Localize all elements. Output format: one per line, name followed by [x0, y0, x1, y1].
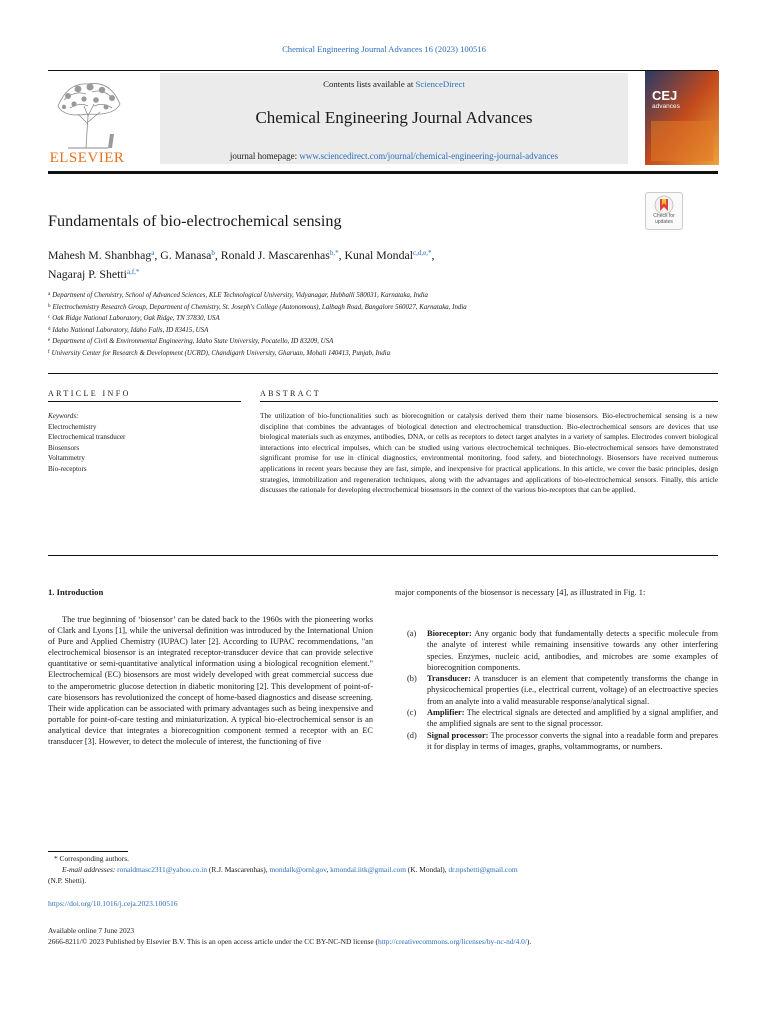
license-suffix: ).	[526, 937, 532, 946]
affiliation-text: Department of Chemistry, School of Advanced Sciences, KLE Technological University, Vidyanagar, Hubballi 580031, Karnataka, India	[52, 292, 428, 299]
affiliation-text: Idaho National Laboratory, Idaho Falls, ID 83415, USA	[52, 326, 209, 334]
article-info-top-rule	[48, 373, 718, 374]
email-link[interactable]: dr.npshetti@gmail.com	[448, 865, 518, 874]
list-item-text: The electrical signals are detected and amplified by a signal amplifier, and the amplified signals are sent to the signal processor.	[427, 708, 718, 729]
license-prefix: 2666-8211/© 2023 Published by Elsevier B.V. This is an open access article under the CC BY-NC-ND license (	[48, 937, 378, 946]
email-link[interactable]: kmondal.iitk@gmail.com	[330, 865, 406, 874]
elsevier-tree-logo	[48, 76, 128, 150]
affiliation	[48, 336, 718, 348]
affiliation-text: Oak Ridge National Laboratory, Oak Ridge, TN 37830, USA	[52, 315, 220, 323]
journal-cover-image[interactable]	[645, 71, 719, 165]
abstract-heading: ABSTRACT	[260, 389, 321, 398]
email-link[interactable]: mondalk@ornl.gov	[269, 865, 327, 874]
article-info-rule	[48, 401, 241, 402]
doi-link[interactable]: https://doi.org/10.1016/j.ceja.2023.100516	[48, 899, 178, 908]
affiliation-key: c	[48, 315, 51, 321]
availability-block	[48, 925, 738, 947]
email-owner: (R.J. Mascarenhas),	[207, 865, 270, 874]
author-name[interactable]: Mahesh M. Shanbhag	[48, 248, 152, 262]
affiliation-list	[48, 290, 718, 360]
check-for-updates-label: Check for updates	[653, 213, 675, 225]
keyword: Voltammetry	[48, 454, 85, 463]
right-column-intro: major components of the biosensor is necessary [4], as illustrated in Fig. 1:	[395, 588, 646, 597]
list-item	[407, 730, 718, 753]
list-item-term: Bioreceptor:	[427, 629, 472, 638]
license-line	[48, 936, 738, 947]
list-item-term: Amplifier:	[427, 708, 465, 718]
email-link[interactable]: ronaldmasc2311@yahoo.co.in	[117, 865, 208, 874]
author-affiliation-marker[interactable]: c,d,e,*	[412, 249, 432, 257]
author-affiliation-marker[interactable]: a,f,*	[126, 268, 140, 276]
email-tail: (N.P. Shetti).	[48, 876, 87, 885]
author-name[interactable]: Nagaraj P. Shetti	[48, 267, 127, 281]
affiliation-text: Electrochemistry Research Group, Department of Chemistry, St. Joseph's College (Autonomous), Lalbagh Road, Bangalore 560027, Karnataka, India	[52, 303, 467, 311]
email-line	[48, 864, 718, 875]
journal-title: Chemical Engineering Journal Advances	[255, 108, 533, 127]
list-item-label: (d)	[407, 730, 417, 740]
list-item-text: Any organic body that fundamentally detects a specific molecule from the analyte of interest while remaining insensitive towards any other interfering species. Enzymes, nucleic acid, antibodies, and microbes are some examples of biorecognition components.	[427, 629, 718, 672]
abstract-bottom-rule	[48, 555, 718, 556]
running-head[interactable]: Chemical Engineering Journal Advances 16 (2023) 100516	[282, 44, 486, 54]
affiliation	[48, 325, 718, 337]
affiliation-text: Department of Civil & Environmental Engineering, Idaho State University, Pocatello, ID 83209, USA	[52, 338, 334, 346]
keyword: Biosensors	[48, 443, 80, 452]
keywords-label: Keywords:	[48, 412, 79, 420]
author-affiliation-marker[interactable]: a	[151, 249, 155, 257]
author-affiliation-marker[interactable]: b	[211, 249, 215, 257]
affiliation-key: b	[48, 303, 51, 309]
bookmark-icon	[654, 195, 674, 215]
cover-title: CEJ	[652, 88, 678, 103]
footnote-rule	[48, 851, 128, 852]
keyword: Electrochemistry	[48, 422, 97, 431]
abstract-text: The utilization of bio-functionalities such as biorecognition or catalysis derived them their name biosensors. Bio-electrochemical sensing is a new discipline that combines the advantages of biological detection and electrochemical transduction. Bio-electrochemical sensors are devices that use biological materials such as enzymes, antibodies, DNA, or cells as receptors to detect target analytes in a variety of samples. Electrodes convert biological interactions into electrical impulses, which can be studied using various electrochemical techniques. Bio-electrochemical sensors have demonstrated significant promise for use in clinical diagnostics, environmental monitoring, food safety, and biotechnology. Biosensors have received numerous applications in recent years because they are fast, simple, and inexpensive for practical applications. In this article, we cover the basic principles, design strategies, immobilization and regeneration techniques, along with the advantages and applications of bio-electrochemical sensors. Finally, this article discusses the rationale for developing electrochemical biosensors in the context of the various bio-receptors that can be applied.	[260, 411, 718, 495]
section-heading-introduction: 1. Introduction	[48, 587, 104, 597]
list-item-label: (b)	[407, 674, 417, 684]
component-list	[407, 628, 718, 752]
available-online: Available online 7 June 2023	[48, 926, 135, 935]
license-link[interactable]: http://creativecommons.org/licenses/by-nc-nd/4.0/	[378, 937, 527, 946]
sciencedirect-link[interactable]: ScienceDirect	[415, 79, 465, 89]
affiliation	[48, 290, 718, 302]
homepage-prefix: journal homepage:	[229, 151, 300, 161]
email-owner: ,	[326, 865, 331, 874]
affiliation-key: f	[48, 349, 50, 355]
affiliation	[48, 348, 718, 360]
affiliation-key: e	[48, 338, 51, 344]
journal-homepage	[160, 151, 628, 161]
abstract-rule	[260, 401, 718, 402]
list-item-label: (c)	[407, 708, 417, 718]
author-name[interactable]: Ronald J. Mascarenhas	[220, 248, 330, 262]
keyword: Electrochemical transducer	[48, 433, 126, 442]
article-info-heading: ARTICLE INFO	[48, 389, 131, 398]
email-label: E-mail addresses:	[62, 865, 118, 874]
author-list: Mahesh M. Shanbhag$^a$, G. Manasa$^b$, Ronald J. Mascarenhas$^{b,*}$, Kunal Mondal$^{c,d,e,*}$, Nagaraj P. Shetti$^{a,f,*}$	[48, 248, 435, 281]
list-item	[407, 628, 718, 673]
masthead-bottom-rule	[48, 171, 718, 174]
intro-paragraph	[48, 614, 373, 747]
contents-line	[160, 79, 628, 89]
elsevier-wordmark: ELSEVIER	[49, 150, 125, 166]
footnotes	[48, 853, 718, 886]
affiliation-key: a	[48, 292, 51, 297]
affiliation-key: d	[48, 326, 51, 332]
affiliation	[48, 302, 718, 314]
article-title: Fundamentals of bio-electrochemical sensing	[48, 212, 342, 230]
author-name[interactable]: Kunal Mondal	[344, 248, 413, 262]
affiliation	[48, 313, 718, 325]
corresponding-note: * Corresponding authors.	[54, 854, 129, 863]
list-item	[407, 673, 718, 707]
author-name[interactable]: G. Manasa	[160, 248, 212, 262]
contents-prefix: Contents lists available at	[323, 79, 416, 89]
email-owner: (K. Mondal),	[405, 865, 449, 874]
author-affiliation-marker[interactable]: b,*	[329, 249, 339, 257]
keyword: Bio-receptors	[48, 464, 87, 473]
list-item-term: Signal processor:	[427, 730, 489, 740]
keywords-block	[48, 411, 125, 475]
list-item-label: (a)	[407, 629, 417, 638]
list-item	[407, 707, 718, 730]
list-item-text: A transducer is an element that competently transforms the change in physicochemical properties (i.e., electrical current, voltage) of an electroactive species from an analyte into a valid measurable response/analytical signal.	[427, 674, 718, 706]
list-item-text: The processor converts the signal into a readable form and prepares it for display in terms of images, graphs, voltammograms, or numbers.	[427, 730, 718, 751]
list-item-term: Transducer:	[427, 674, 471, 684]
affiliation-text: University Center for Research & Development (UCRD), Chandigarh University, Gharuan, Mohali 140413, Punjab, India	[51, 349, 391, 357]
cover-subtitle: advances	[652, 103, 680, 110]
masthead-top-rule	[48, 70, 718, 71]
intro-paragraph-text: The true beginning of ‘biosensor’ can be dated back to the 1960s with the pioneering works of Clark and Lyons [1], while the universal definition was introduced by the International Union of Pure and Applied Chemistry (IUPAC) later [2]. According to IUPAC recommendations, "an electrochemical biosensor is an integrated receptor-transducer device that can provide selective quantitative or semi-quantitative analytical information using a biological recognition element." Electrochemical (EC) biosensors are most widely developed with great commercial success due to the amperometric glucose detection in diabetic monitoring [2]. This development of point-of-care biosensors has revolutionized the concept of home-based diagnostics and disease screening. Their wide application can be associated with primary advantages such as being inexpensive and portable for point-of-care testing and miniaturization. A typical bio-electrochemical sensor is an analytical device that integrates a biorecognition component termed a receptor with an EC transducer [3]. However, to detect the molecule of interest, the functioning of five	[48, 615, 373, 747]
homepage-link[interactable]: www.sciencedirect.com/journal/chemical-engineering-journal-advances	[299, 151, 559, 161]
